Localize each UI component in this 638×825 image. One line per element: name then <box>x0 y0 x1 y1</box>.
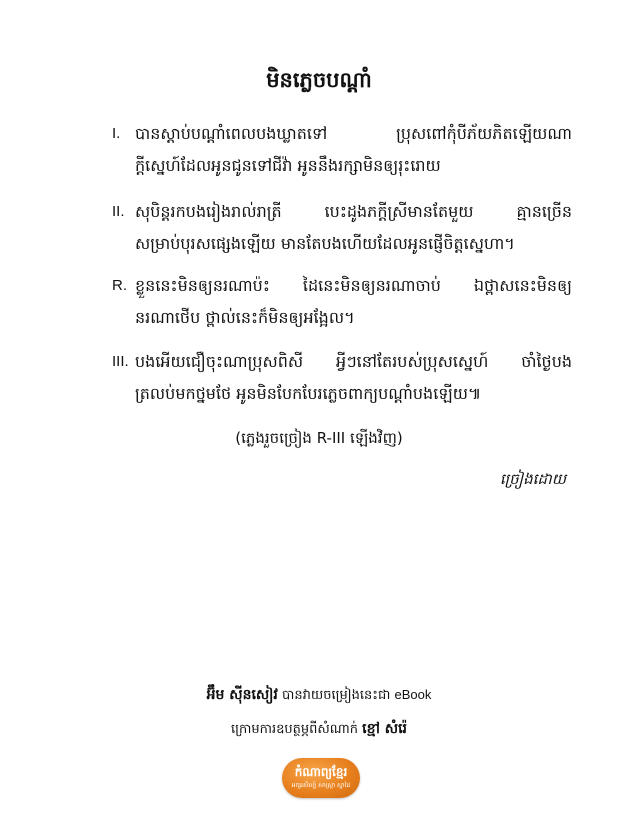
verse-line: បងអើយជឿចុះណាប្រុសពិសី អ្វីៗនៅតែរបស់ប្រុសស្នេហ៍ ចាំថ្ងៃបង <box>135 352 572 371</box>
singer-credit: ច្រៀងដោយ <box>499 470 566 488</box>
verse-marker: I. <box>112 125 121 142</box>
verse-line: ត្រលប់មកថ្នមថែ អូនមិនបែកបែរភ្លេចពាក្យបណ្ដាំបងឡើយ៕ <box>135 384 482 403</box>
verse-line: បានស្ដាប់បណ្ដាំពេលបងឃ្លាតទៅ ប្រុសពៅកុំបីភ័យភិតឡើយណា <box>135 124 572 143</box>
song-title: មិនភ្លេចបណ្ដាំ <box>266 68 372 92</box>
sponsor-text: ក្រោមការឧបត្ថម្ភពីសំណាក់ <box>230 722 358 737</box>
verse-marker: R. <box>112 277 127 294</box>
verse-line: ក្ដីស្នេហ៍ដែលអូនជូនទៅជីវ៉ា អូននឹងរក្សាមិនឲ្យរុះរោយ <box>135 156 441 175</box>
verse-line: នរណាថើប ថ្ពាល់នេះក៏មិនឲ្យអង្អែល។ <box>135 308 355 327</box>
repeat-instruction: (ភ្លេងរួចច្រៀង R-III ឡើងវិញ) <box>235 429 403 447</box>
ebook-word: eBook <box>394 687 432 702</box>
logo-main-text: កំណាព្យខ្មែរ <box>294 765 348 779</box>
verse-1 <box>112 118 572 182</box>
verse-line: សុបិន្ដរកបងរៀងរាល់រាត្រី បេះដូងភក្ដីស្រីមានតែមួយ គ្មានច្រើន <box>135 202 572 221</box>
verse-line: សម្រាប់បុរសផ្សេងឡើយ មានតែបងហើយដែលអូនផ្ញើចិត្តស្នេហា។ <box>135 234 515 253</box>
ebook-credit <box>0 682 638 709</box>
sponsor-credit <box>0 716 638 743</box>
publisher-logo <box>282 758 360 798</box>
ebook-text: បានវាយចម្រៀងនេះជា <box>282 688 391 703</box>
verse-line: ខ្លួននេះមិនឲ្យនរណាប៉ះ ដៃនេះមិនឲ្យនរណាចាប់ ឯថ្ពាសនេះមិនឲ្យ <box>135 276 572 295</box>
logo-sub-text: អក្សរសិល្ប៍ សាស្ត្រា ស្នាដៃ <box>291 782 351 789</box>
sponsor-name: ខ្មៅ សំរ៉េ <box>362 721 408 737</box>
verse-marker: III. <box>112 353 129 370</box>
verse-2 <box>112 196 572 260</box>
verse-marker: II. <box>112 203 125 220</box>
verse-3 <box>112 346 572 410</box>
chorus <box>112 270 572 334</box>
typist-name: អ៊ឹម ស៊ីនសៀវ <box>206 687 278 703</box>
